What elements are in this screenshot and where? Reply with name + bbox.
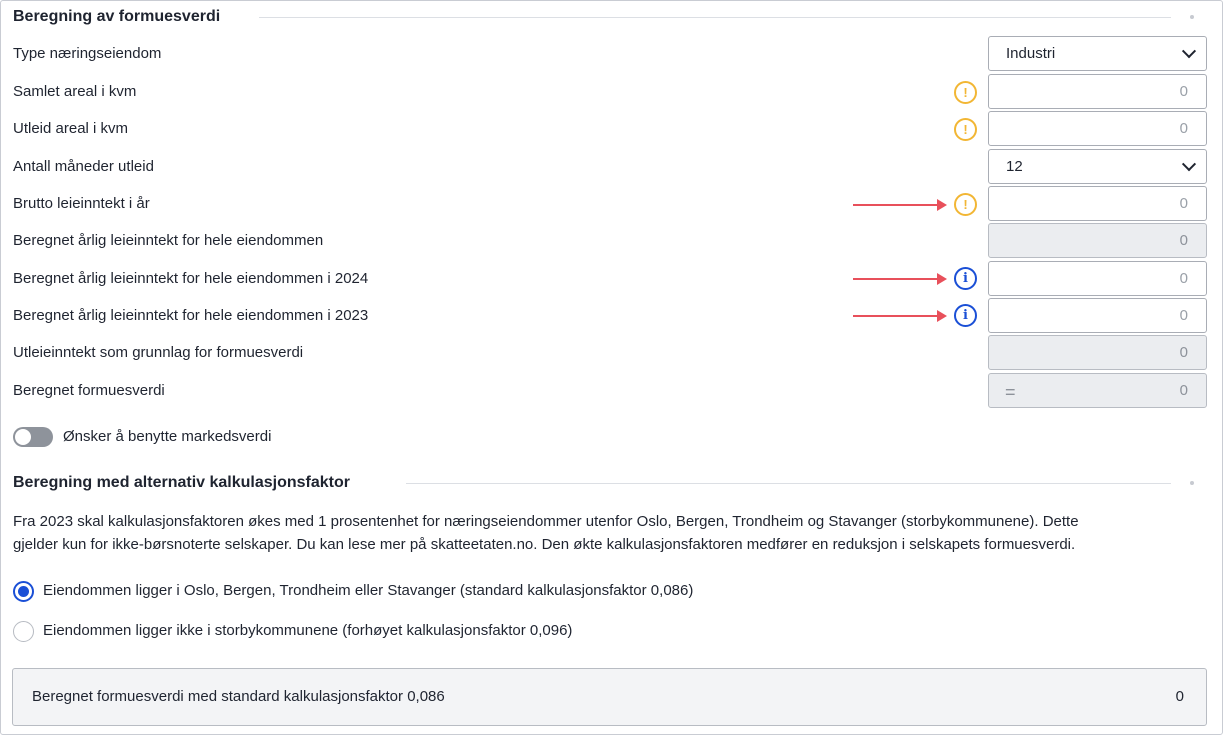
- label-annual-rental-income-2024: Beregnet årlig leieinntekt for hele eiendommen i 2024: [13, 270, 369, 287]
- annual-rental-income-2024-input[interactable]: 0: [988, 261, 1207, 296]
- label-total-area: Samlet areal i kvm: [13, 83, 137, 100]
- section-header: [13, 5, 220, 29]
- annotation-arrow: [853, 273, 947, 285]
- label-months-rented: Antall måneder utleid: [13, 158, 154, 175]
- market-value-toggle[interactable]: [13, 427, 53, 447]
- section-divider: [406, 483, 1171, 484]
- property-type-select[interactable]: [988, 36, 1207, 71]
- selected-value: 12: [1006, 158, 1023, 175]
- market-value-toggle-label: Ønsker å benytte markedsverdi: [63, 428, 272, 445]
- info-icon[interactable]: i: [954, 267, 977, 290]
- info-paragraph-line: gjelder kun for ikke-børsnoterte selskaper. Du kan lese mer på skatteetaten.no. Den økte kalkulasjonsfaktoren medfører en reduksjon i selskapets formuesverdi.: [13, 536, 1076, 553]
- chevron-down-icon: [1182, 44, 1196, 58]
- section-dot: [1190, 481, 1194, 485]
- warning-icon[interactable]: !: [954, 81, 977, 104]
- section-header: [13, 471, 350, 495]
- gross-rental-income-input[interactable]: 0: [988, 186, 1207, 221]
- radio-standard-factor[interactable]: [13, 581, 34, 602]
- label-gross-rental-income: Brutto leieinntekt i år: [13, 195, 150, 212]
- section-divider: [259, 17, 1171, 18]
- label-rented-area: Utleid areal i kvm: [13, 120, 129, 137]
- result-label: Beregnet formuesverdi med standard kalkulasjonsfaktor 0,086: [32, 688, 445, 705]
- label-annual-rental-income-2023: Beregnet årlig leieinntekt for hele eiendommen i 2023: [13, 307, 369, 324]
- label-annual-rental-income: Beregnet årlig leieinntekt for hele eiendommen: [13, 232, 324, 249]
- label-calculated-wealth-value: Beregnet formuesverdi: [13, 382, 165, 399]
- annotation-arrow: [853, 199, 947, 211]
- section-title: Beregning med alternativ kalkulasjonsfaktor: [13, 474, 350, 491]
- annual-rental-income-2023-input[interactable]: 0: [988, 298, 1207, 333]
- annotation-arrow: [853, 310, 947, 322]
- rental-income-basis-value: 0: [988, 335, 1207, 370]
- info-paragraph-line: Fra 2023 skal kalkulasjonsfaktoren økes med 1 prosentenhet for næringseiendommer utenfor Oslo, Bergen, Trondheim og Stavanger (storbykommunene). Dette: [13, 513, 1079, 530]
- warning-icon[interactable]: !: [954, 118, 977, 141]
- radio-increased-factor-label[interactable]: Eiendommen ligger ikke i storbykommunene (forhøyet kalkulasjonsfaktor 0,096): [43, 622, 573, 639]
- radio-standard-factor-label[interactable]: Eiendommen ligger i Oslo, Bergen, Trondheim eller Stavanger (standard kalkulasjonsfaktor 0,086): [43, 582, 694, 599]
- result-box: [12, 668, 1207, 726]
- section-title: Beregning av formuesverdi: [13, 8, 221, 25]
- months-rented-select[interactable]: [988, 149, 1207, 184]
- selected-value: Industri: [1006, 45, 1056, 62]
- rented-area-input[interactable]: 0: [988, 111, 1207, 146]
- warning-icon[interactable]: !: [954, 193, 977, 216]
- equals-sign: =: [1005, 382, 1016, 402]
- info-paragraph: [13, 510, 1193, 556]
- toggle-knob: [15, 429, 31, 445]
- info-icon[interactable]: i: [954, 304, 977, 327]
- calculated-wealth-number: 0: [1179, 382, 1188, 399]
- label-rental-income-basis: Utleieinntekt som grunnlag for formuesverdi: [13, 344, 304, 361]
- calculated-wealth-value: [988, 373, 1207, 408]
- section-dot: [1190, 15, 1194, 19]
- result-value: 0: [1175, 688, 1184, 705]
- radio-increased-factor[interactable]: [13, 621, 34, 642]
- label-property-type: Type næringseiendom: [13, 45, 162, 62]
- total-area-input[interactable]: 0: [988, 74, 1207, 109]
- chevron-down-icon: [1182, 157, 1196, 171]
- annual-rental-income-value: 0: [988, 223, 1207, 258]
